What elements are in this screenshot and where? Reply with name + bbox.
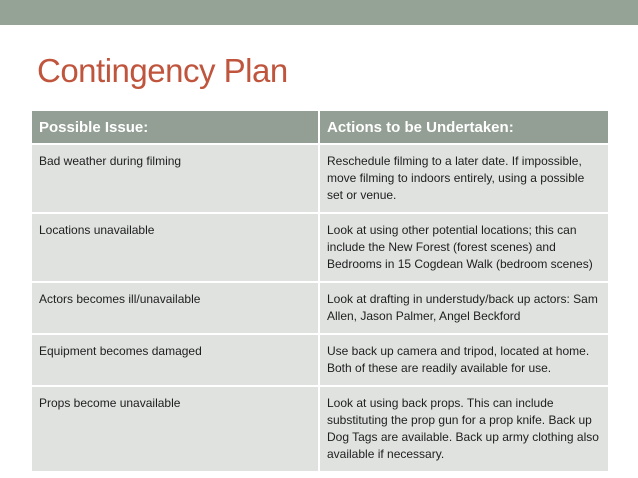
header-possible-issue: Possible Issue: [32, 111, 319, 144]
table-row [32, 386, 608, 471]
action-cell: Look at using other potential locations; this can include the New Forest (forest scenes) and Bedrooms in 15 Cogdean Walk (bedroom scenes) [319, 213, 608, 282]
action-cell: Reschedule filming to a later date. If impossible, move filming to indoors entirely, using a possible set or venue. [319, 144, 608, 213]
top-decorative-band [0, 0, 638, 25]
table-row [32, 334, 608, 386]
issue-cell: Locations unavailable [32, 213, 319, 282]
action-cell: Use back up camera and tripod, located at home. Both of these are readily available for use. [319, 334, 608, 386]
table-row [32, 282, 608, 334]
slide-title: Contingency Plan [37, 52, 288, 89]
action-cell: Look at drafting in understudy/back up actors: Sam Allen, Jason Palmer, Angel Beckford [319, 282, 608, 334]
contingency-table [32, 111, 608, 471]
table-header-row [32, 111, 608, 144]
issue-cell: Actors becomes ill/unavailable [32, 282, 319, 334]
header-actions: Actions to be Undertaken: [319, 111, 608, 144]
action-cell: Look at using back props. This can include substituting the prop gun for a prop knife. Back up Dog Tags are available. Back up army clothing also available if necessary. [319, 386, 608, 471]
table-row [32, 213, 608, 282]
issue-cell: Props become unavailable [32, 386, 319, 471]
table-row [32, 144, 608, 213]
issue-cell: Equipment becomes damaged [32, 334, 319, 386]
issue-cell: Bad weather during filming [32, 144, 319, 213]
